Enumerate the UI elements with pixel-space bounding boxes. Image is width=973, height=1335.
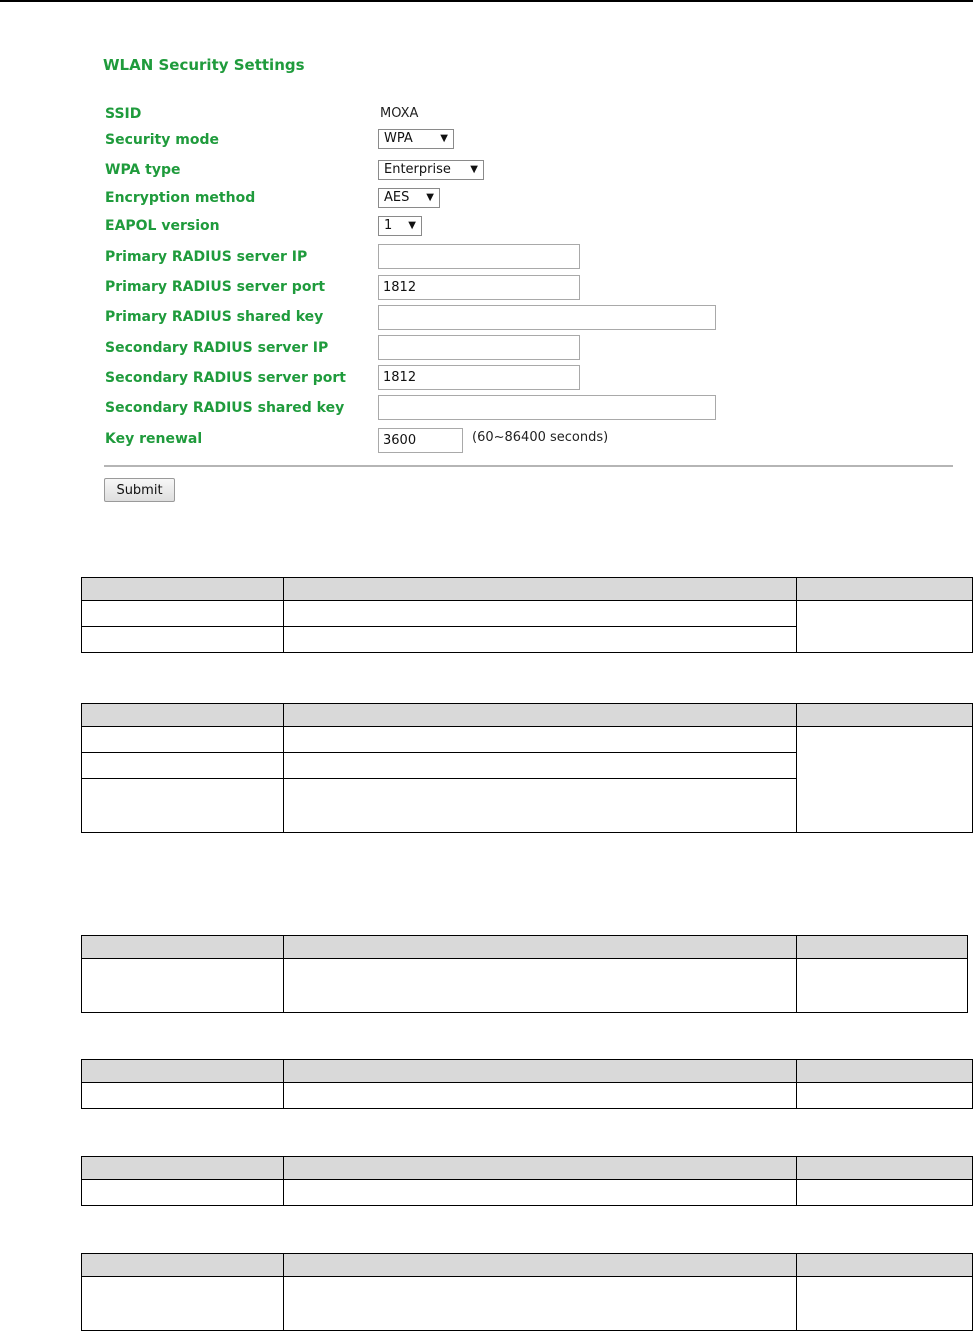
table-header-row — [82, 578, 973, 601]
chevron-down-icon: ▼ — [408, 220, 416, 231]
security-mode-value: WPA — [384, 131, 413, 146]
primary-radius-ip-label: Primary RADIUS server IP — [105, 249, 308, 265]
primary-radius-ip-input[interactable] — [378, 244, 580, 269]
key-renewal-label: Key renewal — [105, 431, 203, 447]
wpa-type-select[interactable] — [378, 160, 484, 180]
wpa-type-label: WPA type — [105, 162, 181, 178]
secondary-radius-key-label: Secondary RADIUS shared key — [105, 400, 345, 416]
doc-table-4 — [81, 1059, 973, 1109]
doc-table-1 — [81, 577, 973, 653]
doc-table-5 — [81, 1156, 973, 1206]
eapol-version-select[interactable] — [378, 216, 422, 236]
table-header-row — [82, 1157, 973, 1180]
chevron-down-icon: ▼ — [440, 133, 448, 144]
chevron-down-icon: ▼ — [426, 192, 434, 203]
table-row — [82, 1277, 973, 1331]
key-renewal-input[interactable] — [378, 428, 463, 453]
secondary-radius-port-label: Secondary RADIUS server port — [105, 370, 346, 386]
wpa-type-value: Enterprise — [384, 162, 451, 177]
table-header-row — [82, 1060, 973, 1083]
page-title: WLAN Security Settings — [103, 56, 305, 74]
table-row — [82, 1083, 973, 1109]
submit-button[interactable]: Submit — [104, 478, 175, 502]
eapol-version-value: 1 — [384, 218, 393, 233]
security-mode-select[interactable] — [378, 129, 454, 149]
doc-table-3 — [81, 935, 968, 1013]
table-header-row — [82, 1254, 973, 1277]
encryption-method-value: AES — [384, 190, 410, 205]
doc-table-2 — [81, 703, 973, 833]
eapol-version-label: EAPOL version — [105, 218, 220, 234]
table-header-row — [82, 936, 968, 959]
chevron-down-icon: ▼ — [470, 164, 478, 175]
table-row — [82, 601, 973, 627]
security-mode-label: Security mode — [105, 132, 219, 148]
ssid-label: SSID — [105, 106, 142, 122]
table-header-row — [82, 704, 973, 727]
secondary-radius-ip-input[interactable] — [378, 335, 580, 360]
primary-radius-port-label: Primary RADIUS server port — [105, 279, 326, 295]
encryption-method-label: Encryption method — [105, 190, 256, 206]
table-row — [82, 959, 968, 1013]
primary-radius-key-label: Primary RADIUS shared key — [105, 309, 324, 325]
ssid-value: MOXA — [380, 106, 419, 121]
form-divider — [104, 465, 953, 467]
secondary-radius-port-input[interactable] — [378, 365, 580, 390]
secondary-radius-ip-label: Secondary RADIUS server IP — [105, 340, 329, 356]
primary-radius-key-input[interactable] — [378, 305, 716, 330]
table-row — [82, 1180, 973, 1206]
primary-radius-port-input[interactable] — [378, 275, 580, 300]
secondary-radius-key-input[interactable] — [378, 395, 716, 420]
table-row — [82, 727, 973, 753]
key-renewal-range-note: (60~86400 seconds) — [472, 430, 609, 445]
top-rule — [0, 0, 973, 2]
encryption-method-select[interactable] — [378, 188, 440, 208]
doc-table-6 — [81, 1253, 973, 1331]
